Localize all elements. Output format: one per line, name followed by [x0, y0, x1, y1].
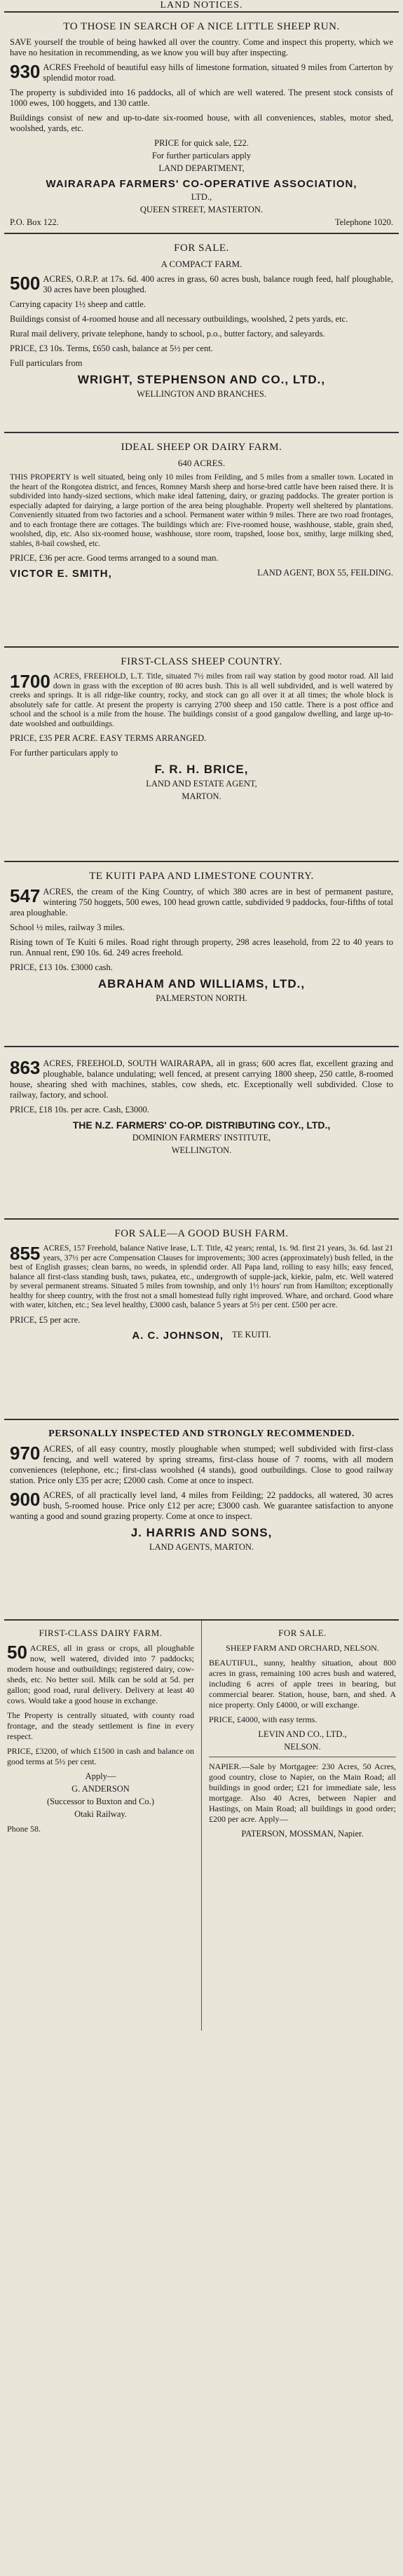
acre-number: 1700: [10, 671, 50, 692]
ad-body: 930 ACRES Freehold of beautiful easy hills of limestone formation, situated 9 miles from Carterton by splendid motor road.: [10, 61, 393, 83]
ad-ltd: LTD.,: [191, 192, 212, 202]
ad-title: TO THOSE IN SEARCH OF A NICE LITTLE SHEEP RUN.: [63, 21, 340, 32]
ad-body: 855 ACRES, 157 Freehold, balance Native lease, L.T. Title, 42 years; rental, 1s. 9d. first 21 years, 3s. 6d. last 21 years, 37½ per acre Compensation Clauses for improvements; 300 acres (approximately) bush felled, in the best of English grasses; clean barns, no weeds, in splendid order. All Papa land, rolling to easy hills; easy fenced, balance all first-class standing bush, taws, pukatea, etc., undergrowth of supple-jack, kiekie, palm, etc. Well watered by several permanent streams. Situated 5 miles from township, and only 1½ hours' run from Hamilton; exceptionally healthy for sheep country, with the frost not a small homestead fully right improved. Whare, and orchard. Good whare with water, kitchen, etc.; Sea level healthy, £3000 cash, balance 5 years at 5½ per cent. £500 per acre.: [10, 1243, 393, 1309]
ad-title: FIRST-CLASS SHEEP COUNTRY.: [121, 656, 282, 667]
ad-body: The Property is centrally situated, with county road frontage, and the steady settlement is fine in every respect.: [7, 1710, 194, 1741]
ad-intro: SAVE yourself the trouble of being hawked all over the country. Come and inspect this property, which we have no hesitation in recommending, as we know you will buy after inspecting.: [10, 37, 393, 57]
ad-south-wairarapa: [0, 1047, 403, 1218]
ad-subtitle: SHEEP FARM AND ORCHARD, NELSON.: [226, 1643, 379, 1653]
ad-firm: WRIGHT, STEPHENSON AND CO., LTD.,: [77, 373, 326, 386]
ad-address: QUEEN STREET, MASTERTON.: [139, 205, 264, 214]
ad-title: FIRST-CLASS DAIRY FARM.: [39, 1628, 163, 1638]
ad-dairy-farm: [0, 1621, 201, 2031]
acre-number: 547: [10, 885, 41, 906]
ad-apply: Apply—: [85, 1771, 116, 1781]
ad-body: 1700 ACRES, FREEHOLD, L.T. Title, situated 7½ miles from rail way station by good motor road. All laid down in grass with the exception of 80 acres bush. This is all well subdivided, and is well watered by creeks and springs. It is all ridge-like country, rocky, and stock can go all over it at all times; the whole block is absolutely safe for cattle. At present the property is carrying 2700 sheep and 150 cattle. There is a post office and school and the school is a mile from the house. The buildings consist of a good gangalow dwelling, and large up-to-date woolshed and outbuildings.: [10, 671, 393, 728]
ad-personally-inspected: [0, 1420, 403, 1619]
ad-te-kuiti: [0, 862, 403, 1046]
ad-contact: P.O. Box 122. Telephone 1020.: [10, 217, 393, 227]
ad-contact: A. C. JOHNSON, TE KUITI.: [132, 1329, 271, 1342]
ad-town: NELSON.: [284, 1742, 321, 1752]
acre-number: 500: [10, 273, 41, 294]
ad-subtitle: A COMPACT FARM.: [160, 259, 243, 269]
ad-town: Otaki Railway.: [74, 1809, 127, 1819]
section-header: LAND NOTICES.: [160, 0, 243, 11]
ad-price: PRICE, £13 10s. £3000 cash.: [10, 962, 113, 972]
ad-agent: LAND AND ESTATE AGENT,: [146, 779, 257, 789]
ad-firm: F. R. H. BRICE,: [154, 763, 249, 776]
acre-number: 50: [7, 1642, 27, 1663]
ad-dept: LAND DEPARTMENT,: [158, 163, 245, 173]
ad-institute: DOMINION FARMERS' INSTITUTE,: [132, 1133, 271, 1143]
ad-body: 547 ACRES, the cream of the King Country, of which 380 acres are in best of permanent pasture, wintering 750 hoggets, 500 ewes, 100 head grown cattle, subdivided 9 paddocks, four-fifths of total area ploughable.: [10, 885, 393, 918]
ad-body: THIS PROPERTY is well situated, being only 10 miles from Feilding, and 5 miles from a smaller town. Located in the heart of the Rongotea district, and fences, Romney Marsh sheep and horse-bred cattle have been raised there. It is subdivided into handy-sized sections, which make ideal fattening, dairy, or grazing paddocks. The greater portion is especially adapted for dairying, a large portion of the area being ploughable. Property well sheltered by plantations. Conveniently situated from two factories and a school. Permanent water within 9 miles. There are two road frontages, and to each frontage there are cottages. The buildings which are: Five-roomed house, washhouse, stable, grain shed, woolshed, dip, etc. Also six-roomed house, washhouse, store room, trapshed, loose box, smithy, large milking shed, stables, 8-bail cowshed, etc.: [10, 473, 393, 548]
ad-firm: WAIRARAPA FARMERS' CO-OPERATIVE ASSOCIATION,: [46, 178, 357, 190]
ad-sheep-run: [0, 13, 403, 233]
ad-title: FOR SALE.: [278, 1628, 327, 1638]
ad-title: IDEAL SHEEP OR DAIRY FARM.: [121, 442, 282, 453]
ad-title: FOR SALE—A GOOD BUSH FARM.: [114, 1228, 289, 1239]
ad-price: PRICE, £4000, with easy terms.: [209, 1715, 317, 1724]
ad-price: PRICE, £5 per acre.: [10, 1314, 81, 1325]
ad-body: 900 ACRES, of all practically level land, 4 miles from Feilding; 22 paddocks, all watered, 30 acres bush, 5-roomed house. Price only £12 per acre; £3000 cash. We guarantee satisfaction to anyone wanting a good and sound grazing property. Come at once to inspect.: [10, 1489, 393, 1521]
ad-address: WELLINGTON.: [171, 1145, 232, 1155]
ad-firm: THE N.Z. FARMERS' CO-OP. DISTRIBUTING COY., LTD.,: [72, 1119, 331, 1131]
ad-body: The property is subdivided into 16 paddocks, all of which are well watered. The present stock consists of 1000 ewes, 100 hoggets, and 130 cattle.: [10, 88, 393, 108]
ad-further: For further particulars apply: [151, 151, 252, 161]
ad-town: LAND AGENTS, MARTON.: [149, 1542, 254, 1552]
ad-body: 970 ACRES, of all easy country, mostly ploughable when stumped; well subdivided with first-class fencing, and well watered by spring streams, first-class house of 7 rooms, with all modern conveniences (telephone, etc.; first-class woolshed (4 stands), good outbuildings. Close to good railway station. Price only £35 per acre; £2000 cash. Come at once to inspect.: [10, 1443, 393, 1485]
ad-nelson-orchard: [201, 1621, 403, 2031]
ad-price: PRICE, £3 10s. Terms, £650 cash, balance at 5½ per cent.: [10, 343, 213, 353]
ad-address: WELLINGTON AND BRANCHES.: [137, 389, 266, 399]
ad-first-class-sheep: [0, 648, 403, 861]
ad-firm: J. HARRIS AND SONS,: [130, 1526, 273, 1539]
ad-price: PRICE, £35 PER ACRE. EASY TERMS ARRANGED.: [10, 733, 207, 743]
ad-further: Full particulars from: [10, 358, 83, 368]
acre-number: 900: [10, 1489, 41, 1510]
ad-address: PALMERSTON NORTH.: [156, 993, 247, 1003]
ad-body: 50 ACRES, all in grass or crops, all ploughable now, well watered, divided into 7 paddocks; modern house and outbuildings; registered dairy, cow-sheds, etc. No better soil. Milk can be sold at 5d. per gallon; good road, rural delivery. Delivery at least 40 cows. Would take a good house in exchange.: [7, 1642, 194, 1705]
ad-firm: LEVIN AND CO., LTD.,: [258, 1729, 347, 1739]
ad-subtitle: 640 ACRES.: [177, 458, 226, 468]
ad-price: PRICE, £3200, of which £1500 in cash and balance on good terms at 5½ per cent.: [7, 1746, 194, 1766]
ad-firm: ABRAHAM AND WILLIAMS, LTD.,: [97, 977, 306, 990]
ad-bush-farm: [0, 1220, 403, 1419]
ad-price: PRICE, £18 10s. per acre. Cash, £3000.: [10, 1105, 149, 1115]
ad-firm: G. ANDERSON: [71, 1784, 130, 1794]
ad-ideal-sheep-dairy: [0, 433, 403, 646]
ad-title: FOR SALE.: [174, 243, 229, 254]
ad-title: PERSONALLY INSPECTED AND STRONGLY RECOMMENDED.: [48, 1429, 355, 1439]
ad-body: Buildings consist of 4-roomed house and all necessary outbuildings, woolshed, 2 pets yards, etc.: [10, 314, 348, 324]
ad-price: PRICE, £36 per acre. Good terms arranged to a sound man.: [10, 553, 219, 563]
ad-body: 500 ACRES, O.R.P. at 17s. 6d. 400 acres in grass, 60 acres bush, balance rough feed, half ploughable, 30 acres have been ploughed.: [10, 273, 393, 294]
acre-number: 930: [10, 61, 41, 82]
ad-contact: VICTOR E. SMITH, LAND AGENT, BOX 55, FEILDING.: [10, 568, 393, 580]
ad-body: Carrying capacity 1½ sheep and cattle.: [10, 299, 146, 309]
bottom-columns: [0, 1621, 403, 2031]
ad-compact-farm: [0, 234, 403, 432]
ad-town: MARTON.: [182, 791, 221, 801]
ad-further: For further particulars apply to: [10, 748, 118, 758]
ad-body: Buildings consist of new and up-to-date six-roomed house, with all conveniences, stables, motor shed, woolshed, yards, etc.: [10, 113, 393, 133]
ad-body: Rising town of Te Kuiti 6 miles. Road right through property, 298 acres leasehold, from 22 to 40 years to run. Annual rent, £90 10s. 6d. 249 acres freehold.: [10, 937, 393, 958]
acre-number: 855: [10, 1243, 41, 1264]
ad-body: BEAUTIFUL, sunny, healthy situation, about 800 acres in grass, remaining 100 acres bush and watered, including 6 acres of apple trees in bearing, but commercial bearer. Station, house, barn, and shed. A nice property. Only £4000, or will exchange.: [209, 1658, 396, 1710]
ad-agent: PATERSON, MOSSMAN, Napier.: [241, 1829, 364, 1839]
ad-body: School ½ miles, railway 3 miles.: [10, 922, 125, 932]
ad-body: NAPIER.—Sale by Mortgagee: 230 Acres, 50 Acres, good country, close to Napier, on the Main Road; all buildings in good order; £21 for immediate sale, less mortgage. Also 40 Acres, between Napier and Hastings, on Main Road; all buildings in good order; £200 per acre. Apply—: [209, 1761, 396, 1824]
ad-phone: Phone 58.: [7, 1824, 41, 1834]
ad-body: 863 ACRES, FREEHOLD, SOUTH WAIRARAPA, all in grass; 600 acres flat, excellent grazing and ploughable, balance undulating; well fenced, at present carrying 1800 sheep, 250 cattle, 8-roomed house, shearing shed with machines, stables, cow sheds, etc. Exceptionally well subdivided. Close to railway, factory, and school.: [10, 1057, 393, 1100]
ad-agent: (Successor to Buxton and Co.): [46, 1797, 155, 1806]
ad-price: PRICE for quick sale, £22.: [154, 138, 249, 148]
acre-number: 970: [10, 1443, 41, 1464]
ad-body: Rural mail delivery, private telephone, handy to school, p.o., butter factory, and saleyards.: [10, 329, 325, 339]
acre-number: 863: [10, 1057, 41, 1078]
ad-title: TE KUITI PAPA AND LIMESTONE COUNTRY.: [89, 871, 314, 882]
